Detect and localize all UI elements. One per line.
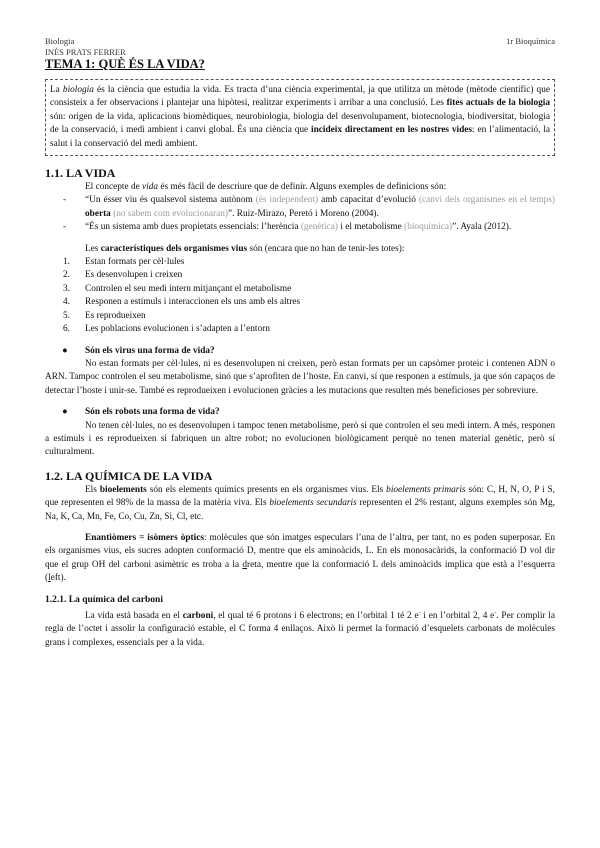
definitions-list bbox=[45, 194, 555, 234]
intro-text: La bbox=[50, 85, 63, 95]
document-page bbox=[45, 36, 555, 650]
paragraph-carbon: La vida està basada en el carboni, el qual té 6 protons i 6 electrons; en l’orbital 1 té 2 e- i en l’orbital 2, 4 e-. Per complir la regla de l’octet i assolir la configuració estable, el C forma 4 enllaços. Això li permet la formació d’esquelets carbonats de molècules grans i complexes, essencials per a la vida. bbox=[45, 609, 555, 648]
list-item: 6. Les poblacions evolucionen i s’adapten a l’entorn bbox=[63, 324, 270, 335]
question-virus: ● Són els virus una forma de vida? bbox=[62, 345, 215, 356]
list-item: 2. Es desenvolupen i creixen bbox=[63, 270, 183, 281]
paragraph-bioelements: Els bioelements són els elements químics presents en els organismes vius. Els bioelements primaris són: C, H, N, O, P i S, que representen el 98% de la massa de la matèria viva. Els bioelements secundaris representen el 2% restant, alguns exemples són Mg, Na, K, Ca, Mn, Fe, Co, Cu, Zn, Si, Cl, etc. bbox=[45, 484, 556, 522]
intro-text: és la ciència que estudia la vida. Es tracta d’una ciència experimental, ja que utilitza un mètode (mètode científic) que consisteix a fer observacions i plantejar una hipòtesi, realitzar experiments i arribar a una conclusió. Les bbox=[50, 85, 550, 109]
intro-text: són: origen de la vida, aplicacions biomèdiques, neurobiologia, biologia del desenvolupament, biotecnologia, biodiversitat, biologia de la conservació, i medi ambient i canvi global. És una ciència que bbox=[50, 111, 550, 136]
page-title: TEMA 1: QUÈ ÉS LA VIDA? bbox=[45, 57, 205, 71]
list-item: 1. Estan formats per cèl·lules bbox=[63, 257, 185, 268]
list-item: - “És un sistema amb dues propietats essencials: l’herència (genètica) i el metabolisme (bioquímica)”. Ayala (2012). bbox=[63, 222, 512, 233]
header-course: 1r Bioquímica bbox=[506, 36, 555, 46]
intro-bold-incideix: incideix directament en les nostres vides bbox=[310, 125, 473, 136]
paragraph-enantiomers: Enantiòmers = isòmers òptics: molècules que són imatges especulars l’una de l’altra, per tant, no es poden superposar. En els organismes vius, els sucres adopten conformació D, mentre que els aminoàcids, L. En els monosacàrids, la conformació D vol dir que el grup OH del carboni asimètric es troba a la dreta, mentre que la conformació L dels aminoàcids implica que està a l’esquerra (left). bbox=[45, 532, 555, 584]
intro-term-biologia: biologia bbox=[62, 85, 94, 95]
section-heading-1-2: 1.2. LA QUÍMICA DE LA VIDA bbox=[45, 468, 213, 483]
paragraph: El concepte de vida és més fàcil de descriure que de definir. Alguns exemples de definicions són: bbox=[85, 182, 447, 193]
list-item: 4. Responen a estímuls i interaccionen els uns amb els altres bbox=[63, 297, 301, 308]
section-1-2 bbox=[45, 469, 555, 650]
list-item: 3. Controlen el seu medi intern mitjançant el metabolisme bbox=[63, 283, 292, 294]
paragraph: Les característiques dels organismes vius són (encara que no han de tenir-les totes): bbox=[85, 243, 405, 254]
answer-robots: No tenen cèl·lules, no es desenvolupen i tampoc tenen metabolisme, però sí que controlen el seu medi intern. A més, responen a estímuls i es reprodueixen si fabriquen un altre robot; no evolucionen biològicament perquè no tenen material genètic, però sí culturalment. bbox=[45, 420, 555, 458]
characteristics-list bbox=[45, 256, 555, 336]
section-1-1 bbox=[45, 166, 555, 460]
intro-box bbox=[45, 79, 555, 156]
intro-text: : en l’alimentació, la salut i la conservació del medi ambient. bbox=[50, 125, 550, 149]
subsection-heading-1-2-1: 1.2.1. La química del carboni bbox=[45, 594, 163, 605]
question-robots: ● Són els robots una forma de vida? bbox=[62, 407, 220, 418]
answer-virus: No estan formats per cèl·lules, ni es desenvolupen ni creixen, però estan formats per un capsòmer proteic i contenen ADN o ARN. Tampoc controlen el seu metabolisme, sinó que s’aprofiten de l’hoste. En canvi, sí que responen a estímuls, ja que són capaços de detectar l’hoste i unir-se. També es reprodueixen i evolucionen gràcies a les mutacions que resulten més beneficioses per sobreviure. bbox=[45, 358, 555, 396]
page-header bbox=[45, 36, 555, 47]
list-item: 5. Es reprodueixen bbox=[63, 310, 146, 321]
list-item: - “Un ésser viu és qualsevol sistema autònom (és independent) amb capacitat d’evolució (canvi dels organismes en el temps) oberta (no sabem com evolucionaran)”. Ruiz-Mirazo, Peretó i Moreno (2004). bbox=[63, 195, 555, 219]
header-subject: Biologia bbox=[45, 36, 75, 46]
section-heading-1-1: 1.1. LA VIDA bbox=[45, 166, 116, 181]
intro-bold-fites: fites actuals de la biologia bbox=[446, 98, 550, 109]
header-author: INÉS PRATS FERRER bbox=[45, 47, 126, 57]
